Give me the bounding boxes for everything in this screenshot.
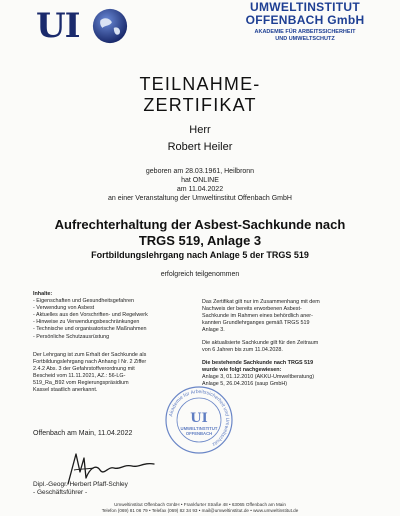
proof-line: Anlage 5, 26.04.2016 (saup GmbH) [202, 381, 288, 388]
recipient-name: Robert Heiler [167, 141, 233, 153]
accreditation-line: 519_Ra_B92 vom Regierungspräsidium [33, 380, 129, 387]
accreditation-line: Fortbildungslehrgang nach Anhang I Nr. 2 Ziffer [33, 359, 147, 366]
org-name-line2: OFFENBACH GmbH [245, 13, 365, 27]
content-list [33, 291, 193, 341]
validity-line: Nachweis der bereits erworbenen Asbest- [202, 306, 302, 313]
validity-line: Sachkunde im Rahmen eines behördlich aner- [202, 313, 313, 320]
org-name-line1: UMWELTINSTITUT [250, 0, 360, 14]
proof-heading-line: Die bestehende Sachkunde nach TRGS 519 [202, 360, 314, 366]
result-text: erfolgreich teilgenommen [160, 271, 240, 278]
content-item: - Verwendung von Asbest [33, 305, 95, 312]
accreditation-line: Kassel staatlich anerkannt. [33, 387, 98, 394]
place-and-date: Offenbach am Main, 11.04.2022 [33, 430, 133, 437]
signatory-role: - Geschäftsführer - [33, 489, 88, 496]
content-heading: Inhalte: [33, 291, 53, 297]
validity-line: kannten Grundlehrganges gemäß TRGS 519 [202, 320, 310, 327]
period-paragraph [202, 340, 372, 354]
accreditation-line: Bescheid vom 11.11.2021, AZ.: 56-LG- [33, 373, 126, 380]
course-title-line2: TRGS 519, Anlage 3 [138, 233, 262, 248]
content-item: - Hinweise zu Verwendungsbeschränkungen [33, 319, 140, 326]
signatory [33, 481, 128, 497]
attendance-date: am 11.04.2022 [176, 186, 224, 193]
logo-text: UI [36, 6, 80, 46]
course-subtitle: Fortbildungslehrgang nach Anlage 5 der TRGS 519 [91, 250, 309, 260]
attendance-mode: hat ONLINE [181, 177, 219, 184]
stamp-center-text: UI [190, 411, 208, 426]
event-info: an einer Veranstaltung der Umweltinstitut Offenbach GmbH [108, 195, 292, 202]
period-line: von 6 Jahren bis zum 11.04.2028. [202, 347, 283, 354]
accreditation-line: 2.4.2 Abs. 3 der Gefahrstoffverordnung mit [33, 366, 135, 373]
period-line: Die aktualisierte Sachkunde gilt für den Zeitraum [202, 340, 319, 346]
ui-logo [36, 6, 114, 46]
salutation: Herr [189, 124, 211, 136]
footer-contact: Telefon (069) 81 06 79 • Telefax (069) 82 34 93 • mail@umweltinstitut.de • www.umweltinstitut.de [101, 508, 299, 513]
content-item: - Eigenschaften und Gesundheitsgefahren [33, 298, 134, 305]
org-subtitle-line1: AKADEMIE FÜR ARBEITSSICHERHEIT [254, 29, 356, 35]
signatory-name: Dipl.-Geogr. Herbert Pfaff-Schley [33, 481, 128, 488]
content-item: - Technische und organisatorische Maßnahmen [33, 326, 147, 333]
birth-info: geboren am 28.03.1961, Heilbronn [145, 168, 255, 175]
course-title-line1: Aufrechterhaltung der Asbest-Sachkunde nach [54, 217, 346, 232]
accreditation-line: Der Lehrgang ist zum Erhalt der Sachkunde als [33, 352, 147, 358]
content-item: - Persönliche Schutzausrüstung [33, 333, 110, 340]
stamp-line1: UMWELTINSTITUT [180, 426, 218, 431]
content-item: - Aktuelles aus den Vorschriften- und Regelwerk [33, 312, 148, 319]
footer [0, 502, 400, 514]
footer-address: Umweltinstitut Offenbach GmbH • Frankfurter Straße 48 • 63065 Offenbach am Main [114, 502, 286, 507]
proof-line: Anlage 3, 01.12.2010 (AKKU-Umweltberatung) [202, 374, 315, 381]
stamp-ring-text: Akademie für Arbeitssicherheit und Umweltschutz [168, 388, 231, 448]
validity-paragraph [202, 299, 372, 334]
stamp-line2: OFFENBACH [185, 431, 213, 436]
institute-stamp [164, 385, 234, 455]
validity-line: Das Zertifikat gilt nur im Zusammenhang mit dem [202, 299, 320, 305]
globe-icon [91, 7, 129, 45]
certificate-title-line1: TEILNAHME- [139, 74, 261, 94]
validity-line: Anlage 3. [202, 327, 225, 334]
org-header [216, 1, 394, 43]
certificate-title-line2: ZERTIFIKAT [143, 95, 257, 115]
proof-heading-line: wurde wie folgt nachgewiesen: [202, 367, 282, 374]
org-subtitle-line2: UND UMWELTSCHUTZ [275, 36, 335, 42]
